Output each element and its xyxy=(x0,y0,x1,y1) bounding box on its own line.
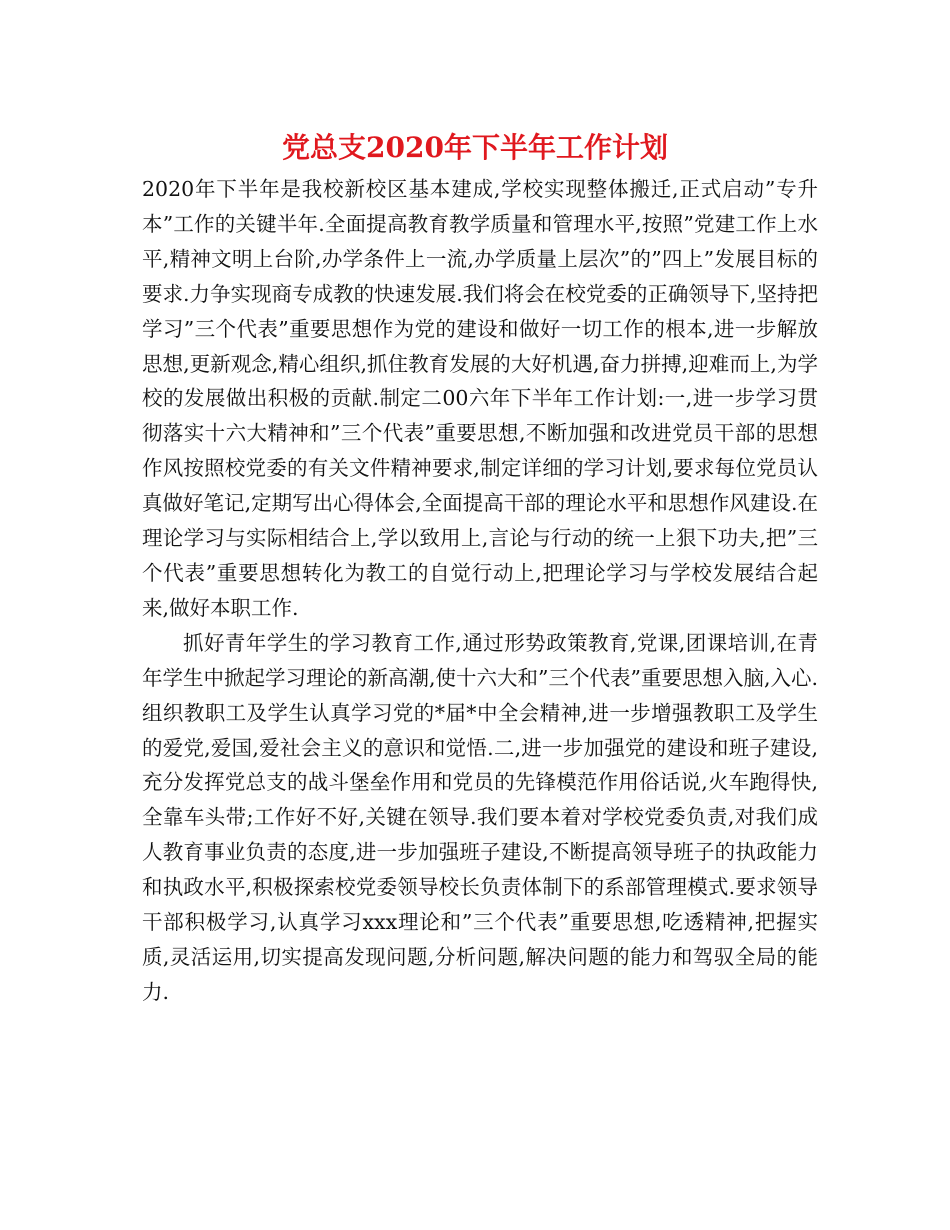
document-body xyxy=(142,172,818,1010)
paragraph-1: 2020年下半年是我校新校区基本建成,学校实现整体搬迁,正式启动”专升本”工作的关键半年.全面提高教育教学质量和管理水平,按照”党建工作上水平,精神文明上台阶,办学条件上一流,办学质量上层次”的”四上”发展目标的要求.力争实现商专成教的快速发展.我们将会在校党委的正确领导下,坚持把学习”三个代表”重要思想作为党的建设和做好一切工作的根本,进一步解放思想,更新观念,精心组织,抓住教育发展的大好机遇,奋力拼搏,迎难而上,为学校的发展做出积极的贡献.制定二00六年下半年工作计划:一,进一步学习贯彻落实十六大精神和”三个代表”重要思想,不断加强和改进党员干部的思想作风按照校党委的有关文件精神要求,制定详细的学习计划,要求每位党员认真做好笔记,定期写出心得体会,全面提高干部的理论水平和思想作风建设.在理论学习与实际相结合上,学以致用上,言论与行动的统一上狠下功夫,把”三个代表”重要思想转化为教工的自觉行动上,把理论学习与学校发展结合起来,做好本职工作. xyxy=(142,177,818,620)
document-title: 党总支2020年下半年工作计划 xyxy=(282,131,668,164)
paragraph-2: 抓好青年学生的学习教育工作,通过形势政策教育,党课,团课培训,在青年学生中掀起学习理论的新高潮,使十六大和”三个代表”重要思想入脑,入心.组织教职工及学生认真学习党的*届*中全会精神,进一步增强教职工及学生的爱党,爱国,爱社会主义的意识和觉悟.二,进一步加强党的建设和班子建设,充分发挥党总支的战斗堡垒作用和党员的先锋模范作用俗话说,火车跑得快,全靠车头带;工作好不好,关键在领导.我们要本着对学校党委负责,对我们成人教育事业负责的态度,进一步加强班子建设,不断提高领导班子的执政能力和执政水平,积极探索校党委领导校长负责体制下的系部管理模式.要求领导干部积极学习,认真学习xxx理论和”三个代表”重要思想,吃透精神,把握实质,灵活运用,切实提高发现问题,分析问题,解决问题的能力和驾驭全局的能力. xyxy=(142,630,819,1004)
